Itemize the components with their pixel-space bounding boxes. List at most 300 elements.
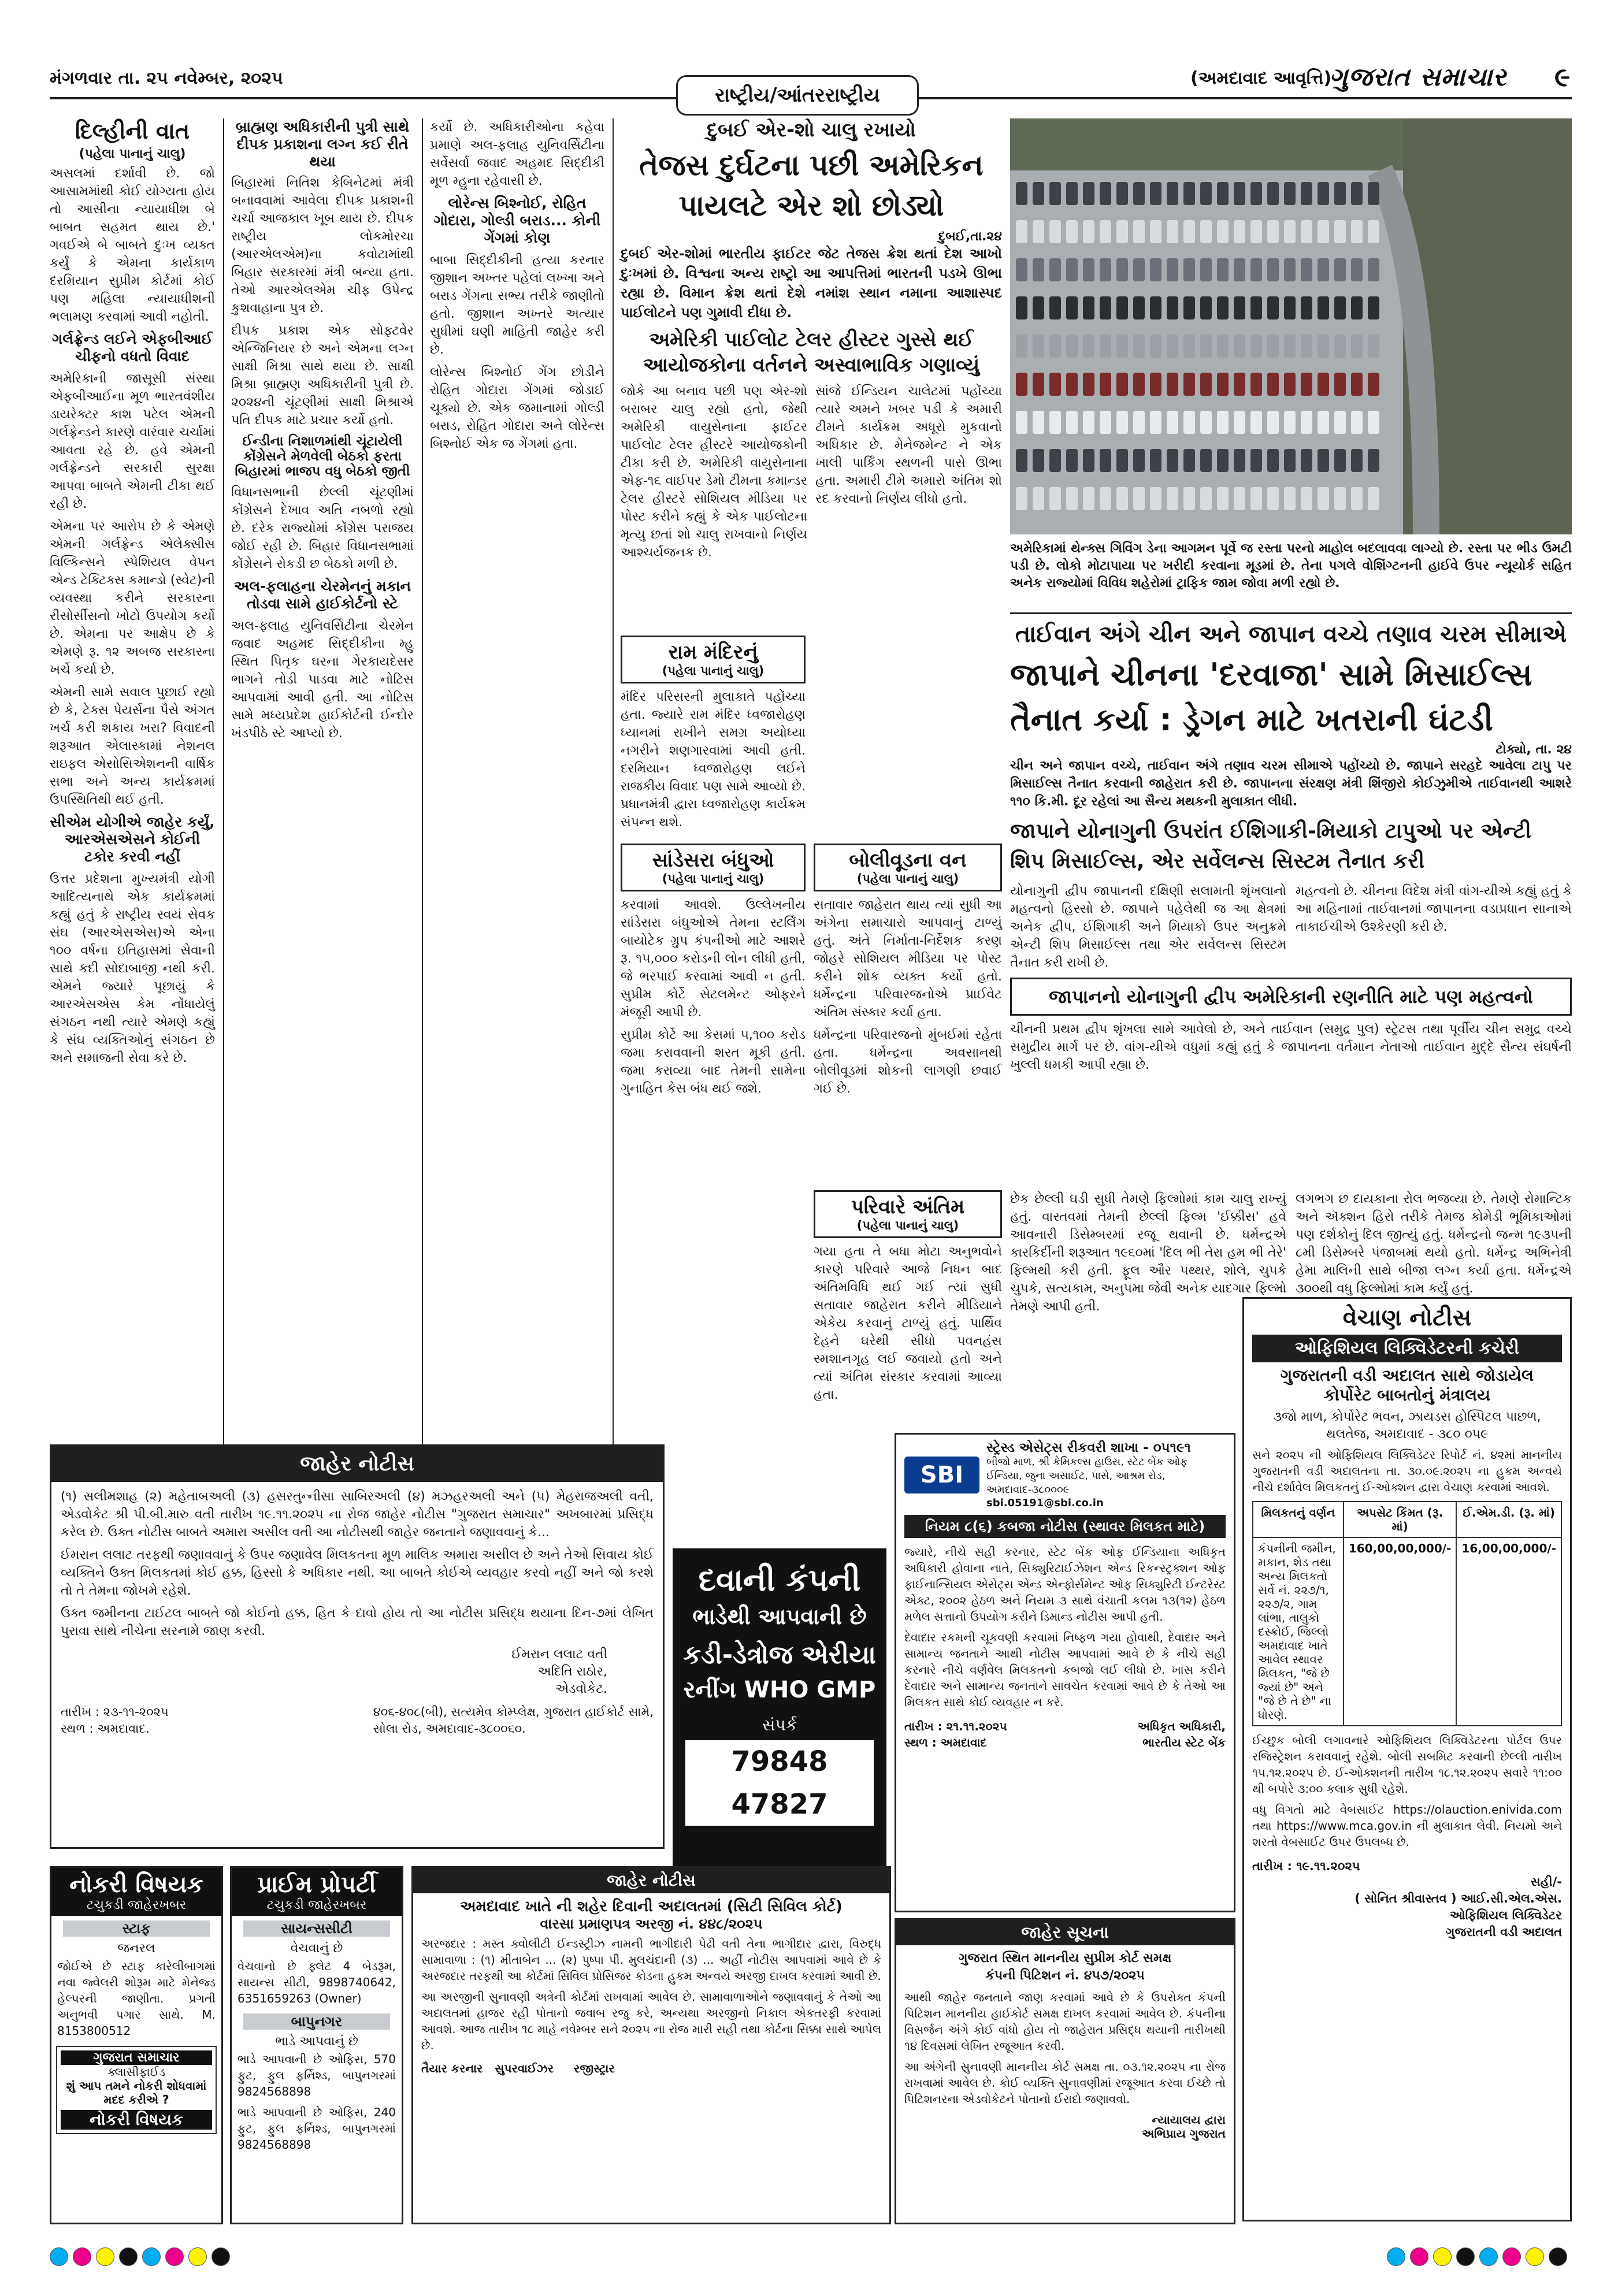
parked-car (1100, 373, 1111, 396)
parked-car (1200, 258, 1212, 281)
parked-car (1083, 296, 1094, 319)
sbi-logo (904, 1457, 979, 1493)
property-type: ભાડે આપવાનું છે (275, 2034, 358, 2049)
parked-car (1016, 335, 1027, 358)
parked-car (1234, 182, 1245, 205)
bolly-title: બોલીવૂડના વન (849, 849, 967, 872)
parked-car (1234, 258, 1245, 281)
parked-car (1016, 373, 1027, 396)
jobs-classified (50, 1866, 223, 2224)
parked-car (1150, 487, 1161, 510)
pharma-line: સંપર્ક (762, 1715, 797, 1734)
sbi-notice-title: નિયમ ૮(૬) કબજા નોટીસ (સ્થાવર મિલકત માટે) (904, 1515, 1226, 1538)
parked-car (1284, 373, 1296, 396)
sbi-branch: સ્ટ્રેસ્ડ એસેટ્સ રીકવરી શાખા - ૦૫૧૯૧ (986, 1440, 1191, 1455)
liq-row-desc: કંપનીની જમીન, મકાન, શેડ તથા અન્ય મિલકતો સર્વે નં. ૨૨૭/૧, ૨૨૭/૨, ગામ લાંભા, તાલુકો દસ્ક્રોઈ, જિલ્લો અમદાવાદ ખાતે આવેલ સ્થાવર મિલકત, "જે છે જ્યાં છે" અને "જે છે તે છે" ના ધોરણે. (1253, 1537, 1344, 1726)
classifieds (50, 1866, 403, 2224)
parked-car (1133, 373, 1145, 396)
delhi-sub-heading: સીએમ યોગીએ જાહેર કર્યું, આરએસએસને કોઈની ટકોર કરવી નહીં (50, 813, 215, 865)
notice1-para: ઉક્ત જમીનના ટાઈટલ બાબતે જો કોઈનો હક્ક, હિત કે દાવો હોય તો આ નોટીસ પ્રસિદ્ધ થયાના દિન-૭માં લેખિત પુરાવા સાથે નીચેના સરનામે જાણ કરવી. (61, 1606, 654, 1639)
parked-car (1250, 335, 1262, 358)
parked-car (1284, 335, 1296, 358)
parked-car (1334, 296, 1346, 319)
parked-car (1334, 449, 1346, 472)
parked-car (1217, 258, 1229, 281)
pharma-line: કડી-ડેત્રોજ એરીયા (683, 1640, 876, 1670)
crime-sub-heading: લોરેન્સ બિશ્નોઈ, રોહિત ગોદારા, ગોલ્ડી બરાડ... કોની ગેંગમાં કોણ (433, 195, 601, 246)
parked-car (1116, 258, 1128, 281)
notice1-para: ઈમરાન લલાટ તરફથી જણાવવાનું કે ઉપર જણાવેલ મિલકતના મૂળ માલિક અમારા અસીલ છે અને તેઓ સિવાય કોઈ વ્યક્તિને ઉક્ત મિલકતમાં કોઈ હક્ક, હિસ્સો કે અધિકાર નથી. આ બાબતે કોઈએ વ્યવહાર કરવો નહીં અને જો કરશે તો તે તેમના જોખમે રહેશે. (61, 1548, 654, 1598)
parked-car (1267, 258, 1279, 281)
lead-story (621, 118, 1002, 562)
property-classified (230, 1866, 403, 2224)
section-title (676, 75, 919, 116)
lead-sub-heading: અમેરિકી પાઈલોટ ટેલર હીસ્ટર ગુસ્સે થઈ આયોજકોના વર્તનને અસ્વાભાવિક ગણાવ્યું (643, 328, 980, 377)
liq-row-upset: 160,00,00,000/- (1344, 1537, 1457, 1726)
parked-car (1033, 220, 1044, 243)
delhi-para: અમેરિકાની જાસૂસી સંસ્થા એફબીઆઈના મૂળ ભારતવંશીય ડાયરેક્ટર કાશ પટેલ એમની ગર્લફ્રેન્ડને કારણે વારંવાર ચર્ચામાં આવતા રહે છે. હવે એમની ગર્લફ્રેન્ડને સરકારી સુરક્ષા આપવા બાબતે એમની ટીકા થઈ રહી છે. (50, 371, 215, 511)
lead-dateline: દુબઈ,તા.૨૪ (938, 229, 1002, 244)
liq-th-desc: મિલકતનું વર્ણન (1253, 1502, 1344, 1537)
sadesara-story (621, 844, 806, 1098)
parked-car (1284, 449, 1296, 472)
liq-title: વેચાણ નોટીસ (1342, 1305, 1472, 1331)
parked-car (1100, 487, 1111, 510)
sbi-email[interactable]: sbi.05191@sbi.co.in (986, 1497, 1104, 1509)
registration-dot (1410, 2247, 1428, 2266)
parked-car (1301, 258, 1312, 281)
public-notice-1 (50, 1444, 665, 1849)
parked-car (1318, 487, 1329, 510)
parivar-continued: (પહેલા પાનાનું ચાલુ) (856, 1218, 959, 1232)
bolly-para: સતાવાર જાહેરાત થાય ત્યાં સુધી આ અંગેના સમાચારો આપવાનું ટાળ્યું હતું. અંતે નિર્માતા-નિર્દેશક કરણ જોહરે સોશિયલ મીડિયા પર પોસ્ટ કરીને શોક વ્યક્ત કર્યો હતો. ધર્મેન્દ્રના પરિવારજનોએ પ્રાઈવેટ અંતિમ સંસ્કાર કર્યા હતા. (814, 898, 1002, 1020)
parked-car (1351, 449, 1363, 472)
parked-car (1351, 296, 1363, 319)
parked-car (1183, 220, 1195, 243)
parked-car (1183, 411, 1195, 434)
pharma-line: રનીંગ WHO GMP (683, 1677, 876, 1703)
parked-car (1250, 411, 1262, 434)
taiwan-para: યોનાગુની દ્વીપ જાપાનની દક્ષિણી સલામતી શૃંખલાનો મહત્વનો હિસ્સો છે. જાપાને પહેલેથી જ આ ક્ષેત્રમાં અનેક દ્વીપ, ઈશિગાકી અને મિયાકો ઉપર અનુક્રમે એન્ટી શિપ મિસાઈલ્સ તથા એર સર્વેલન્સ સિસ્ટમ તૈનાત કરી રાખી છે. (1010, 884, 1286, 970)
crime-para: લોરેન્સ બિશ્નોઈ ગેંગ છોડીને રોહિત ગોદારા ગેંગમાં જોડાઈ ચૂક્યો છે. એક જમાનામાં ગોલ્ડી બરાડ, રોહિત ગોદારા અને લોરેન્સ બિશ્નોઈ એક જ ગેંગમાં હતા. (430, 365, 604, 451)
crime-para: બાબા સિદ્દીકીની હત્યા કરનાર જીશાન અખ્તર પહેલાં લખ્ખા અને બરાડ ગેંગના સભ્ય તરીકે જાણીતો હતો. જીશાન અખ્તરે અત્યાર સુધીમાં ઘણી માહિતી જાહેર કરી છે. (430, 253, 604, 357)
court-para: અરજદાર : મસ્ત ક્વોલીટી ઈન્ડસ્ટ્રીઝ નામની ભાગીદારી પેઢી વતી તેના ભાગીદાર દ્વારા, વિરુદ્ધ સામાવાળા : (૧) મીતાબેન ... (૨) પુષ્પા પી. મુલચંદાની (૩) ... અહીં નોટીસ આપવામાં આવે છે કે અરજદાર તરફથી આ કોર્ટમાં સિવિલ પ્રોસિજર કોડના હુકમ અન્વયે અરજી દાખલ કરવામાં આવી છે. (421, 1937, 881, 1983)
parked-car (1301, 449, 1312, 472)
parked-car (1250, 182, 1262, 205)
crime-para: કર્યો છે. અધિકારીઓના કહેવા પ્રમાણે અલ-ફલાહ યુનિવર્સિટીના સર્વેસર્વા જવાદ અહમદ સિદ્દીકી મૂળ મ્હુના રહેવાસી છે. (430, 120, 604, 188)
liq-office: ઓફિશિયલ લિક્વિડેટરની કચેરી (1252, 1335, 1562, 1362)
petition-para: આ અંગેની સુનાવણી માનનીય કોર્ટ સમક્ષ તા. ૦૩.૧૨.૨૦૨૫ ના રોજ રાખવામાં આવેલ છે. કોઈ વ્યક્તિ સુનાવણીમાં રજૂઆત કરવા ઈચ્છે તો પિટિશનરના એડવોકેટને પોતાનો ઈરાદો જણાવવો. (904, 2060, 1226, 2106)
dharm-para: લગભગ છ દાયકાના રોલ ભજવ્યા છે. તેમણે રોમાન્ટિક અને ઍક્શન હિરો તરીકે તેમજ કોમેડી ભૂમિકાઓમાં પણ દર્શકોનું દિલ જીત્યું હતું. ધર્મેન્દ્રનો જન્મ ૧૯૩૫ની ૮મી ડિસેમ્બરે પંજાબમાં થયો હતો. ધર્મેન્દ્ર અભિનેત્રી હેમા માલિની સાથે બીજા લગ્ન કર્યા હતા. ધર્મેન્દ્રએ ૩૦૦થી વધુ ફિલ્મોમાં કામ કર્યું હતું. (1296, 1192, 1572, 1296)
parked-car (1150, 296, 1161, 319)
parked-car (1318, 449, 1329, 472)
parked-car (1100, 296, 1111, 319)
parked-car (1116, 449, 1128, 472)
parked-car (1368, 373, 1379, 396)
parked-car (1368, 449, 1379, 472)
property-title: પ્રાઈમ પ્રોપર્ટી (257, 1871, 376, 1898)
parked-car (1049, 296, 1061, 319)
jobs-subcategory: જનરલ (117, 1941, 155, 1956)
taiwan-sub-heading: જાપાને યોનાગુની ઉપરાંત ઈશિગાકી-મિયાકો ટાપુઓ પર એન્ટી શિપ મિસાઈલ્સ, એર સર્વેલન્સ સિસ્ટમ તૈનાત કરી (1010, 819, 1531, 873)
parked-car (1167, 182, 1178, 205)
politics-para: અલ-ફલાહ યુનિવર્સિટીના ચેરમેન જવાદ અહમદ સિદ્દીકીના મ્હુ સ્થિત પિતૃક ઘરના ગેરકાયદેસર ભાગને તોડી પાડવા માટે નોટિસ આપવામાં આવી હતી. આ નોટિસ સામે મધ્યપ્રદેશ હાઈકોર્ટની ઈન્દોર ખંડપીઠે સ્ટે આપ્યો છે. (231, 619, 414, 741)
ram-title: રામ મંદિરનું (668, 641, 758, 664)
pharma-ad (673, 1548, 886, 1866)
parked-car (1116, 296, 1128, 319)
taiwan-headline-2: તૈનાત કર્યા : ડ્રેગન માટે ખતરાની ઘંટડી (1010, 701, 1493, 738)
politics-para: દીપક પ્રકાશ એક સોફ્ટવેર એન્જિનિયર છે અને એમના લગ્ન સાક્ષી મિશ્રા સાથે થયા છે. સાક્ષી મિશ્રા બ્રાહ્મણ અધિકારીની પુત્રી છે. ૨૦૨૪ની ચૂંટણીમાં સાક્ષી મિશ્રાએ પતિ દીપક માટે પ્રચાર કર્યો હતો. (231, 324, 414, 428)
pharma-line: દવાની કંપની (698, 1562, 861, 1598)
family-story (814, 1190, 1002, 1404)
parked-car (1334, 220, 1346, 243)
parked-car (1301, 220, 1312, 243)
gs-question: શું આપ તમને નોકરી શોધવામાં મદદ કરીએ ? (66, 2079, 207, 2106)
parked-car (1267, 220, 1279, 243)
taiwan-box-title: જાપાનનો યોનાગુની દ્વીપ અમેરિકાની રણનીતિ માટે પણ મહત્વનો (1049, 986, 1533, 1008)
registration-dot (188, 2247, 207, 2266)
parked-car (1217, 411, 1229, 434)
parked-car (1183, 258, 1195, 281)
taiwan-dateline: ટોક્યો, તા. ૨૪ (1495, 742, 1572, 757)
parked-car (1066, 220, 1078, 243)
parked-car (1167, 258, 1178, 281)
parked-car (1334, 182, 1346, 205)
property-type: વેચવાનું છે (290, 1941, 343, 1956)
lead-para: સાંજે ઈન્ડિયન ચાલેટમાં પહોંચ્યા ત્યારે અમને ખબર પડી કે અમારી ટીમને કાર્યક્રમ અધૂરો મુકવાનો અધિકાર છે. મેનેજમેન્ટ ને એક ખાલી પાર્કિંગ સ્થળની પાસે ઊભા હતા. અમારી ટીમે અમારો અંતિમ શો રદ કરવાનો નિર્ણય લીધો હતો. (815, 384, 1002, 506)
property-ad[interactable]: ભાડે આપવાની છે ઓફિસ, 240 ફુટ, ફુલ ફર્નિશ્ડ, બાપુનગરમાં 9824568898 (237, 2105, 396, 2152)
parked-car (1167, 296, 1178, 319)
parked-car (1351, 258, 1363, 281)
photo-caption (1010, 540, 1572, 592)
parked-car (1150, 220, 1161, 243)
parked-car (1351, 411, 1363, 434)
bollywood-story (814, 844, 1002, 1098)
parked-car (1083, 182, 1094, 205)
parked-car (1116, 487, 1128, 510)
sbi-authority: અધિકૃત અધિકારી, ભારતીય સ્ટેટ બેંક (1137, 1719, 1226, 1749)
taiwan-story (1010, 621, 1572, 1074)
parked-car (1183, 335, 1195, 358)
property-subtitle: ટચુકડી જાહેરખબર (266, 1898, 367, 1912)
sadesara-para: સુપ્રીમ કોર્ટે આ કેસમાં ૫,૧૦૦ કરોડ જમા કરાવવાની શરત મૂકી હતી. જમા કરાવ્યા બાદ તેમની સામેના ગુનાહિત કેસ બંધ થઈ જશે. (621, 1028, 806, 1096)
sadesara-continued: (પહેલા પાનાનું ચાલુ) (662, 872, 765, 886)
sbi-para: દેવાદાર રકમની ચૂકવણી કરવામાં નિષ્ફળ ગયા હોવાથી, દેવાદાર અને સામાન્ય જનતાને આથી નોટીસ આપવામાં આવે છે કે નીચે સહી કરનારે નીચે વર્ણવેલ મિલકતનો કબજો લઈ લીધો છે. ખાસ કરીને દેવાદાર અને સામાન્ય જનતાને સાવચેત કરવામાં આવે છે કે તેઓ આ મિલકત સાથે કોઈ વ્યવહાર ન કરે. (904, 1630, 1226, 1709)
liq-court: ગુજરાતની વડી અદાલત સાથે જોડાયેલ (1280, 1366, 1534, 1385)
parked-car (1284, 220, 1296, 243)
parked-car (1234, 411, 1245, 434)
parked-car (1301, 335, 1312, 358)
parked-car (1284, 411, 1296, 434)
parked-car (1016, 182, 1027, 205)
masthead-paper-logo: ગુજરાત સમાચાર (1329, 62, 1506, 92)
parked-car (1100, 182, 1111, 205)
parked-car (1267, 411, 1279, 434)
parked-car (1250, 220, 1262, 243)
parked-car (1033, 335, 1044, 358)
court-name: અમદાવાદ ખાતે ની શહેર દિવાની અદાલતમાં (સિટી સિવિલ કોર્ટ) (460, 1898, 843, 1915)
pharma-line: ભાડેથી આપવાની છે (692, 1604, 867, 1629)
parked-car (1334, 411, 1346, 434)
gs-brand: ગુજરાત સમાચાર (61, 2050, 212, 2065)
pharma-phone[interactable]: 79848 47827 (685, 1740, 874, 1826)
property-area: સાયન્સસીટી (243, 1920, 390, 1937)
parked-car (1066, 487, 1078, 510)
delhi-title: દિલ્હીની વાત (75, 118, 190, 144)
parked-car (1049, 487, 1061, 510)
liq-ministry: કોર્પોરેટ બાબતોનું મંત્રાલય (1323, 1385, 1491, 1405)
parked-car (1066, 296, 1078, 319)
parked-car (1301, 373, 1312, 396)
jobs-subtitle: ટચુકડી જાહેરખબર (86, 1898, 187, 1912)
parked-car (1234, 296, 1245, 319)
parked-car (1100, 220, 1111, 243)
parked-car (1183, 449, 1195, 472)
parked-car (1318, 373, 1329, 396)
parked-car (1183, 487, 1195, 510)
parked-car (1334, 373, 1346, 396)
parked-car (1167, 449, 1178, 472)
parked-car (1351, 220, 1363, 243)
parked-car (1368, 258, 1379, 281)
gs-classified: ક્લાસીફાઈડ (107, 2065, 166, 2079)
parked-car (1318, 220, 1329, 243)
notice1-para: (૧) સલીમશાહ (૨) મહેતાબઅલી (૩) હસરતુન્નીસા સાબિરઅલી (૪) મઝહરઅલી અને (૫) મેહરાજઅલી વતી, એડવોકેટ શ્રી પી.બી.મારુ વતી તારીખ ૧૯.૧૧.૨૦૨૫ ના રોજ જાહેર નોટીસ "ગુજરાત સમાચાર" અખબારમાં પ્રસિદ્ધ કરેલ છે. ઉક્ત નોટીસ બાબતે અમારા અસીલ વતી આ નોટીસથી જાહેર જનતાને જણાવવાનું કે... (61, 1489, 654, 1540)
parked-car (1083, 411, 1094, 434)
parked-car (1100, 449, 1111, 472)
registration-dot (50, 2247, 68, 2266)
parked-car (1033, 411, 1044, 434)
parked-car (1284, 487, 1296, 510)
parked-car (1016, 487, 1027, 510)
registration-dots-left (50, 2247, 235, 2268)
ram-continued: (પહેલા પાનાનું ચાલુ) (662, 664, 765, 678)
parked-car (1217, 487, 1229, 510)
parked-car (1049, 220, 1061, 243)
registration-dots-right (1387, 2247, 1572, 2268)
parked-car (1267, 487, 1279, 510)
parked-car (1049, 335, 1061, 358)
masthead-date: મંગળવાર તા. ૨૫ નવેમ્બર, ૨૦૨૫ (50, 68, 283, 88)
parked-car (1033, 182, 1044, 205)
column-delhi (50, 118, 215, 1067)
parked-car (1200, 487, 1212, 510)
parked-car (1217, 220, 1229, 243)
parked-car (1234, 335, 1245, 358)
sbi-address: બીજો માળ, શ્રી કેમિકલ્સ હાઉસ, સ્ટેટ બેંક ઓફ ઈન્ડિયા, જુના અસાઈટ, પાસે, આશ્રમ રોડ, અમદાવાદ-૩૮૦૦૦૯ (986, 1456, 1187, 1496)
jobs-ad[interactable]: જોઈએ છે સ્ટાફ કારેલીબાગમાં નવા જ્વેલરી શોરૂમ માટે મેનેજ્ડ હેલ્પરની જાણીતા. પ્રગતી અનુભવી પગાર સાથે. M. 8153800512 (57, 1959, 216, 2038)
parked-car (1150, 449, 1161, 472)
parked-car (1083, 335, 1094, 358)
parked-car (1368, 296, 1379, 319)
bolly-para: ધર્મેન્દ્રના પરિવારજનો મુંબઈમાં રહેતા હતા. ધર્મેન્દ્રના અવસાનથી બોલીવૂડમાં શોકની લાગણી છવાઈ ગઈ છે. (814, 1028, 1002, 1096)
court-signatures: તૈયાર કરનાર સુપરવાઈઝર રજીસ્ટ્રાર (421, 2061, 615, 2075)
parked-car (1267, 182, 1279, 205)
parivar-title: પરિવારે અંતિમ (851, 1195, 965, 1218)
masthead-edition: (અમદાવાદ આવૃત્તિ) (1190, 68, 1332, 88)
parked-car (1368, 487, 1379, 510)
taiwan-para: મહત્વનો છે. ચીનના વિદેશ મંત્રી વાંગ-યીએ કહ્યું હતું કે આ મહિનામાં તાઈવાનમાં જાપાનના વડાપ્રધાન સાનાએ તાકાઈચીએ ઉશ્કેરણી કરી છે. (1296, 884, 1572, 934)
parked-car (1318, 182, 1329, 205)
property-ad[interactable]: વેચવાનો છે ફ્લેટ 4 બેડરૂમ, સાયન્સ સીટી, 9898740642, 6351659263 (Owner) (237, 1959, 396, 2005)
politics-heading: બ્રાહ્મણ અધિકારીની પુત્રી સાથે દીપક પ્રકાશના લગ્ન કઈ રીતે થયા (235, 118, 410, 170)
registration-dot (1456, 2247, 1475, 2266)
petition-title: જાહેર સૂચના (896, 1920, 1234, 1945)
parked-car (1301, 182, 1312, 205)
registration-dot (1433, 2247, 1452, 2266)
photo-caption-text: અમેરિકામાં થેન્ક્સ ગિવિંગ ડેના આગમન પૂર્વે જ રસ્તા પરનો માહોલ બદલાવવા લાગ્યો છે. રસ્તા પર ભીડ ઉમટી પડી છે. લોકો મોટાપાયા પર ખરીદી કરવાના મૂડમાં છે. તેના પગલે વોશિંગ્ટનની હાઈવે ઉપર ન્યૂયોર્ક સહિત અનેક રાજ્યોમાં વિવિધ શહેરોમાં ટ્રાફિક જામ જોવા મળી રહ્યો છે. (1010, 541, 1572, 590)
delhi-para: એમના પર આરોપ છે કે એમણે એમની ગર્લફ્રેન્ડ એલેક્સીસ વિલ્કિન્સને સ્પેશિયલ વેપન એન્ડ ટેક્ટિક્સ કમાન્ડો (સ્વેટ)ની વ્યવસ્થા કરીને સરકારના રીસોર્સીસનો ખોટો ઉપયોગ કર્યો છે. એમના પર આક્ષેપ છે કે એમણે રૂ. ૧૨ અબજ સરકારના ખર્ચે કર્યા છે. (50, 519, 215, 677)
parked-car (1116, 373, 1128, 396)
parked-car (1200, 182, 1212, 205)
parked-car (1116, 411, 1128, 434)
parked-car (1133, 335, 1145, 358)
parked-car (1167, 220, 1178, 243)
company-petition-notice (895, 1918, 1235, 2224)
parked-car (1351, 373, 1363, 396)
parked-car (1083, 220, 1094, 243)
petition-head: ગુજરાત સ્થિત માનનીય સુપ્રીમ કોર્ટ સમક્ષ કંપની પિટિશન નં. ૪૫૭/૨૦૨૫ (958, 1951, 1172, 1983)
parked-car (1033, 258, 1044, 281)
delhi-continued: (પહેલા પાનાનું ચાલુ) (79, 147, 186, 161)
sbi-possession-notice (895, 1433, 1235, 1912)
parked-car (1267, 373, 1279, 396)
parked-car (1368, 182, 1379, 205)
liq-para: ઈચ્છુક બોલી લગાવનારે ઓફિશિયલ લિક્વિડેટરના પોર્ટલ ઉપર રજિસ્ટ્રેશન કરાવવાનું રહેશે. બોલી સબમિટ કરવાની છેલ્લી તારીખ ૧૫.૧૨.૨૦૨૫ છે. ઈ-ઓક્શનની તારીખ ૧૮.૧૨.૨૦૨૫ સવારે ૧૧:૦૦ થી બપોરે ૩:૦૦ કલાક સુધી રહેશે. (1252, 1733, 1562, 1796)
parked-car (1100, 258, 1111, 281)
parked-car (1368, 411, 1379, 434)
petition-para: આથી જાહેર જનતાને જાણ કરવામાં આવે છે કે ઉપરોક્ત કંપની પિટિશન માનનીય હાઈકોર્ટ સમક્ષ દાખલ કરવામાં આવેલ છે. કંપનીના વિસર્જન અંગે કોઈ વાંધો હોય તો જાહેરાત પ્રસિદ્ધ થયાની તારીખથી ૧૪ દિવસમાં લેખિત રજૂઆત કરવી. (904, 1990, 1226, 2053)
parked-car (1116, 220, 1128, 243)
parked-car (1334, 258, 1346, 281)
politics-para: વિધાનસભાની છેલ્લી ચૂંટણીમાં કોંગ્રેસને દેખાવ અતિ નબળો રહ્યો છે. દરેક રાજ્યોમાં કોંગ્રેસ પરાજય જોઈ રહી છે. બિહાર વિધાનસભામાં કોંગ્રેસને રોકડી છ બેઠકો મળી છે. (231, 485, 414, 571)
column-politics (231, 118, 414, 742)
parivar-para: ગયા હતા તે બધા મોટા અનુભવોને કારણે પરિવારે આજે નિધન બાદ અંતિમવિધિ થઈ ગઈ ત્યાં સુધી સતાવાર જાહેરાત કરીને મીડિયાને એકેય કરવાનું ટાળ્યું હતું. પાર્થિવ દેહને ઘરેથી સીધો પવનહંસ સ્મશાનગૃહ લઈ જવાયો હતો અને ત્યાં અંતિમ સંસ્કાર કરવામાં આવ્યા હતા. (814, 1244, 1002, 1402)
parked-car (1183, 373, 1195, 396)
delhi-para: અસલમાં દર્શાવી છે. જો આસામમાંથી કોઈ યોગ્યતા હોય તો આસીના ન્યાયાધીશ બે બાબત સહમત થાય છે.' ગવઈએ બે બાબતે દુઃખ વ્યક્ત કર્યું કે એમના કાર્યકાળ દરમિયાન સુપ્રીમ કોર્ટમાં કોઈ પણ મહિલા ન્યાયાધીશની ભલામણ કરવામાં આવી નહોતી. (50, 166, 215, 324)
parked-car (1267, 296, 1279, 319)
parked-car (1301, 411, 1312, 434)
parked-car (1250, 449, 1262, 472)
parked-car (1150, 335, 1161, 358)
parked-car (1066, 449, 1078, 472)
parked-car (1033, 487, 1044, 510)
politics-sub-heading: ઈન્ડીના નિશાળમાંથી ચૂંટાયેલી કોંગ્રેસને મેળવેલી બેઠકો ફરતા બિહારમાં ભાજપ વધુ બેઠકો જીતી (235, 434, 410, 479)
delhi-sub-heading: ગર્લફ્રેન્ડ લઈને એફબીઆઈ ચીફનો વધતો વિવાદ (51, 330, 213, 365)
registration-dot (165, 2247, 184, 2266)
property-area: બાપુનગર (243, 2013, 390, 2030)
registration-dot (1549, 2247, 1567, 2266)
court-notice (411, 1866, 891, 2224)
sbi-para: જ્યારે, નીચે સહી કરનાર, સ્ટેટ બેંક ઓફ ઈન્ડિયાના અધિકૃત અધિકારી હોવાના નાતે, સિક્યુરિટાઈઝેશન એન્ડ રિકન્સ્ટ્રક્શન ઓફ ફાઈનાન્સિયલ એસેટ્સ એન્ડ એન્ફોર્સમેન્ટ ઓફ સિક્યુરિટી ઈન્ટરેસ્ટ એક્ટ, ૨૦૦૨ હેઠળ અને નિયમ ૩ સાથે વંચાતી કલમ ૧૩(૧૨) હેઠળ મળેલ સત્તાનો ઉપયોગ કરીને ડિમાન્ડ નોટીસ આપી હતી. (904, 1545, 1226, 1623)
liq-intro: સને ૨૦૨૫ ની ઓફિશિયલ લિક્વિડેટર રિપોર્ટ નં. ૪૨માં માનનીય ગુજરાતની વડી અદાલતના તા. ૩૦.૦૯.૨૦૨૫ ના હુકમ અન્વયે નીચે દર્શાવેલ મિલકતનું ઈ-ઓક્શન દ્વારા વેચાણ કરવામાં આવશે. (1252, 1448, 1562, 1494)
parked-car (1351, 182, 1363, 205)
parked-car (1133, 296, 1145, 319)
politics-para: બિહારમાં નિતિશ કેબિનેટમાં મંત્રી બનાવવામાં આવેલા દીપક પ્રકાશની ચર્ચા આજકાલ ખૂબ થાય છે. દીપક રાષ્ટ્રીય લોકમોરચા (આરએલએમ)ના કવોટામાંથી બિહાર સરકારમાં મંત્રી બન્યા હતા. તેઓ આરએલએમ ચીફ ઉપેન્દ્ર કુશવાહાના પુત્ર છે. (231, 176, 414, 315)
parked-car (1167, 335, 1178, 358)
notice1-title: જાહેર નોટીસ (51, 1446, 663, 1482)
parked-car (1049, 373, 1061, 396)
parked-car (1133, 182, 1145, 205)
liq-signature: સહી/- ( સોનિત શ્રીવાસ્તવ ) આઈ.સી.એલ.એસ. ઓફિશિયલ લિક્વિડેટર ગુજરાતની વડી અદાલત (1354, 1875, 1562, 1939)
sadesara-title: સાંડેસરા બંધુઓ (652, 849, 774, 872)
parked-car (1234, 449, 1245, 472)
parked-car (1234, 487, 1245, 510)
parked-car (1368, 220, 1379, 243)
liq-table (1252, 1501, 1562, 1726)
liq-row-emd: 16,00,00,000/- (1456, 1537, 1561, 1726)
sbi-logo-text: SBI (920, 1461, 964, 1488)
taiwan-boxed-heading (1010, 978, 1572, 1016)
parked-car (1066, 373, 1078, 396)
parked-car (1049, 449, 1061, 472)
parked-car (1066, 258, 1078, 281)
ram-mandir-story (621, 636, 806, 831)
registration-dot (1526, 2247, 1544, 2266)
parked-car (1066, 335, 1078, 358)
parked-car (1318, 296, 1329, 319)
parked-car (1033, 296, 1044, 319)
parked-car (1016, 220, 1027, 243)
parked-car (1301, 487, 1312, 510)
dharm-para: છેક છેલ્લી ઘડી સુધી તેમણે ફિલ્મોમાં કામ ચાલુ રાખ્યું હતું. વાસ્તવમાં તેમની છેલ્લી ફિલ્મ 'ઈક્કીસ' હવે આવનારી ડિસેમ્બરમાં રજૂ થવાની છે. ધર્મેન્દ્રએ કારકિર્દીની શરૂઆત ૧૯૬૦માં 'દિલ ભી તેરા હમ ભી તેરે' ફિલ્મથી કરી હતી. ફૂલ ઔર પથ્થર, શોલે, ચુપકે ચુપકે, સત્યકામ, અનુપમા જેવી અનેક યાદગાર ફિલ્મો તેમણે આપી હતી. (1010, 1192, 1286, 1314)
notice1-signature: ઈમરાન લલાટ વતી અદિતિ રાઠોર, એડવોકેટ. (511, 1647, 607, 1696)
parked-car (1217, 449, 1229, 472)
parked-car (1116, 182, 1128, 205)
parked-car (1334, 487, 1346, 510)
parked-car (1200, 373, 1212, 396)
court-suit: વારસા પ્રમાણપત્ર અરજી નં. ૪૪૮/૨૦૨૫ (540, 1916, 763, 1932)
traffic-photo (1010, 118, 1572, 534)
parked-car (1133, 487, 1145, 510)
parked-car (1250, 258, 1262, 281)
parked-car (1351, 487, 1363, 510)
liq-para: વધુ વિગતો માટે વેબસાઈટ https://olauction.enivida.com તથા https://www.mca.gov.in ની મુલાકાત લેવી. નિયમો અને શરતો વેબસાઈટ ઉપર ઉપલબ્ધ છે. (1252, 1803, 1562, 1849)
registration-dot (96, 2247, 114, 2266)
registration-dot (142, 2247, 161, 2266)
parked-car (1049, 182, 1061, 205)
parked-car (1200, 411, 1212, 434)
property-ad[interactable]: ભાડે આપવાની છે ઓફિસ, 570 ફુટ, ફુલ ફર્નિશ્ડ, બાપુનગરમાં 9824568898 (237, 2052, 396, 2098)
parked-car (1083, 258, 1094, 281)
parked-car (1200, 220, 1212, 243)
parked-car (1133, 258, 1145, 281)
delhi-para: એમની સામે સવાલ પુછાઈ રહ્યો છે કે, ટેક્સ પેયર્સના પૈસે અંગત ખર્ચ કરી શકાય ખરા? વિવાદની શરૂઆત એલાસ્કામાં નેશનલ રાઇફલ એસોસિએશનની વાર્ષિક સભા અને અન્ય કાર્યક્રમમાં ઉપસ્થિતિથી થઈ હતી. (50, 685, 215, 807)
parked-car (1301, 296, 1312, 319)
parked-car (1016, 449, 1027, 472)
parked-car (1183, 182, 1195, 205)
parked-car (1133, 220, 1145, 243)
parked-car (1150, 182, 1161, 205)
parked-car (1250, 487, 1262, 510)
parked-car (1318, 258, 1329, 281)
notice1-address: ૪૦૬-૪૦૮(બી), સત્યમેવ કોમ્પ્લેક્ષ, ગુજરાત હાઈકોર્ટ સામે, સોલા રોડ, અમદાવાદ-૩૮૦૦૬૦. (373, 1705, 654, 1736)
parked-car (1083, 449, 1094, 472)
parked-car (1284, 296, 1296, 319)
parked-car (1200, 335, 1212, 358)
petition-signature: ન્યાયાલય દ્વારા અભિપ્રાય ગુજરાત (1142, 2113, 1226, 2141)
registration-dot (73, 2247, 91, 2266)
bolly-continued: (પહેલા પાનાનું ચાલુ) (856, 872, 959, 886)
court-notice-title: જાહેર નોટીસ (413, 1868, 889, 1893)
parked-car (1217, 373, 1229, 396)
parked-car (1033, 373, 1044, 396)
page-number: ૯ (1554, 61, 1571, 92)
gs-jobs-title: નોકરી વિષયક (61, 2110, 212, 2130)
parked-car (1066, 411, 1078, 434)
liquidator-sale-notice (1242, 1297, 1572, 2221)
registration-dot (1387, 2247, 1405, 2266)
